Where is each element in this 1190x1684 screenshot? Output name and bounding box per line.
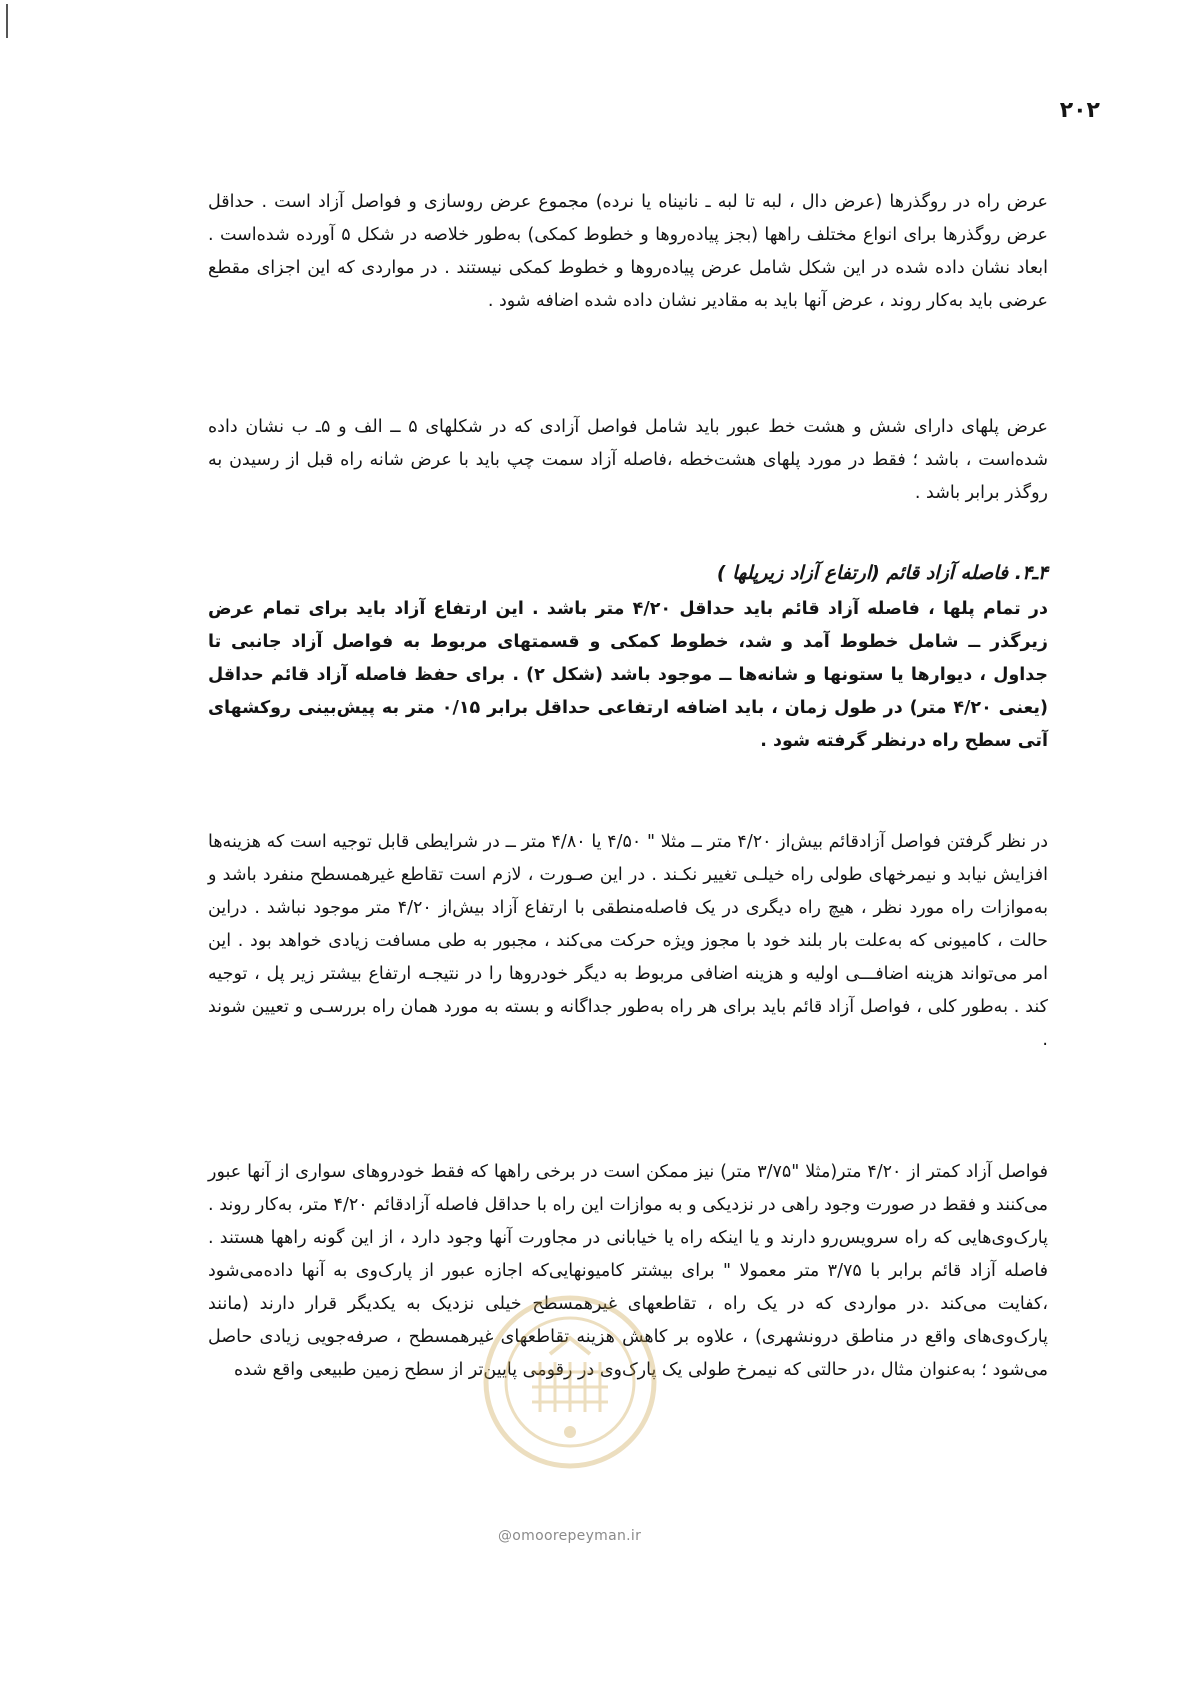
paragraph-minimum-clearance: در تمام پلها ، فاصله آزاد قائم باید حداقل ۴/۲۰ متر باشد . این ارتفاع آزاد باید برای تمام عرض زیرگذر ــ شامل خطوط آمد و شد، خطوط کمکی و قسمتهای مربوط به فواصل آزاد جانبی تا جداول ، دیوارها یا ستونها و شانه‌ها ــ موجود باشد (شکل ۲) . برای حفظ فاصله آزاد قائم حداقل (یعنی ۴/۲۰ متر) در طول زمان ، باید اضافه ارتفاعی حداقل برابر ۰/۱۵ متر به پیش‌بینی روکشهای آتی سطح راه درنظر گرفته شود . — [208, 599, 1048, 751]
paragraph-deck-width: عرض راه در روگذرها (عرض دال ، لبه تا لبه ـ نانیناه یا نرده) مجموع عرض روسازی و فواصل آزاد است . حداقل عرض روگذرها برای انواع مختلف راهها (بجز پیاده‌روها و خطوط کمکی) به‌طور خلاصه در شکل ۵ آورده شده‌است . ابعاد نشان داده شده در این شکل شامل عرض پیاده‌روها و خطوط کمکی نیستند . در مواردی که این اجزای مقطع عرضی باید به‌کار روند ، عرض آنها باید به مقادیر نشان داده شده اضافه شود . — [208, 192, 1048, 311]
page-number: ۲۰۲ — [1059, 98, 1100, 123]
paragraph-bridge-width: عرض پلهای دارای شش و هشت خط عبور باید شامل فواصل آزادی که در شکلهای ۵ ــ الف و ۵ـ ب نشان داده شده‌است ، باشد ؛ فقط در مورد پلهای هشت‌خطه ،فاصله آزاد سمت چپ باید با عرض شانه راه قبل از رسیدن به روگذر برابر باشد . — [208, 417, 1048, 503]
stamp-seal-icon — [480, 1292, 660, 1472]
paragraph-reduced-clearance: فواصل آزاد کمتر از ۴/۲۰ متر(مثلا "۳/۷۵ متر) نیز ممکن است در برخی راهها که فقط خودروهای سواری از آنها عبور می‌کنند و فقط در صورت وجود راهی در نزدیکی و به موازات این راه با حداقل فاصله آزادقائم ۴/۲۰ متر، به‌کار روند . پارک‌وی‌هایی که راه سرویس‌رو دارند و یا اینکه راه یا خیابانی در مجاورت آنها وجود دارد ، از این گونه راهها هستند . فاصله آزاد قائم برابر با ۳/۷۵ متر معمولا " برای بیشتر کامیونهایی‌که اجازه عبور از پارک‌وی به آنها داده‌می‌شود ،کفایت می‌کند .در مواردی که در یک راه ، تقاطعهای غیرهمسطح خیلی نزدیک به یکدیگر قرار دارند (مانند پارک‌وی‌های واقع در مناطق درونشهری) ، علاوه بر کاهش هزینه تقاطعهای غیرهمسطح ، صرفه‌جویی زیادی حاصل می‌شود ؛ به‌عنوان مثال ،در حالتی که نیمرخ طولی یک پارک‌وی در رقومی پایین‌تر از سطح زمین طبیعی واقع شده — [208, 1162, 1048, 1380]
paragraph-greater-clearance: در نظر گرفتن فواصل آزادقائم بیش‌از ۴/۲۰ متر ــ مثلا " ۴/۵۰ یا ۴/۸۰ متر ــ در شرایطی قابل توجیه است که هزینه‌ها افزایش نیابد و نیمرخهای طولی راه خیلـی تغییر نکـند . در این صـورت ، لازم است تقاطع غیرهمسطح منفرد باشد و به‌موازات راه مورد نظر ، هیچ راه دیگری در یک فاصله‌منطقی با ارتفاع آزاد بیش‌از ۴/۲۰ متر موجود نباشد . دراین حالت ، کامیونی که به‌علت بار بلند خود با مجوز ویژه حرکت می‌کند ، مجبور به طی مسافت زیادی خواهد بود . این امر می‌تواند هزینه اضافـــی اولیه و هزینه اضافی مربوط به دیگر خودروها را در نتیجـه ارتفاع بیشتر زیر پل ، توجیه کند . به‌طور کلی ، فواصل آزاد قائم باید برای هر راه به‌طور جداگانه و بسته به مورد همان راه بررسـی و تعیین شوند . — [208, 832, 1049, 1050]
section-heading-vertical-clearance: ۴ـ۴. فاصله آزاد قائم (ارتفاع آزاد زیرپلها ) — [716, 562, 1048, 584]
page-edge-mark — [6, 4, 8, 38]
watermark-site: @omoorepeyman.ir — [498, 1528, 642, 1544]
